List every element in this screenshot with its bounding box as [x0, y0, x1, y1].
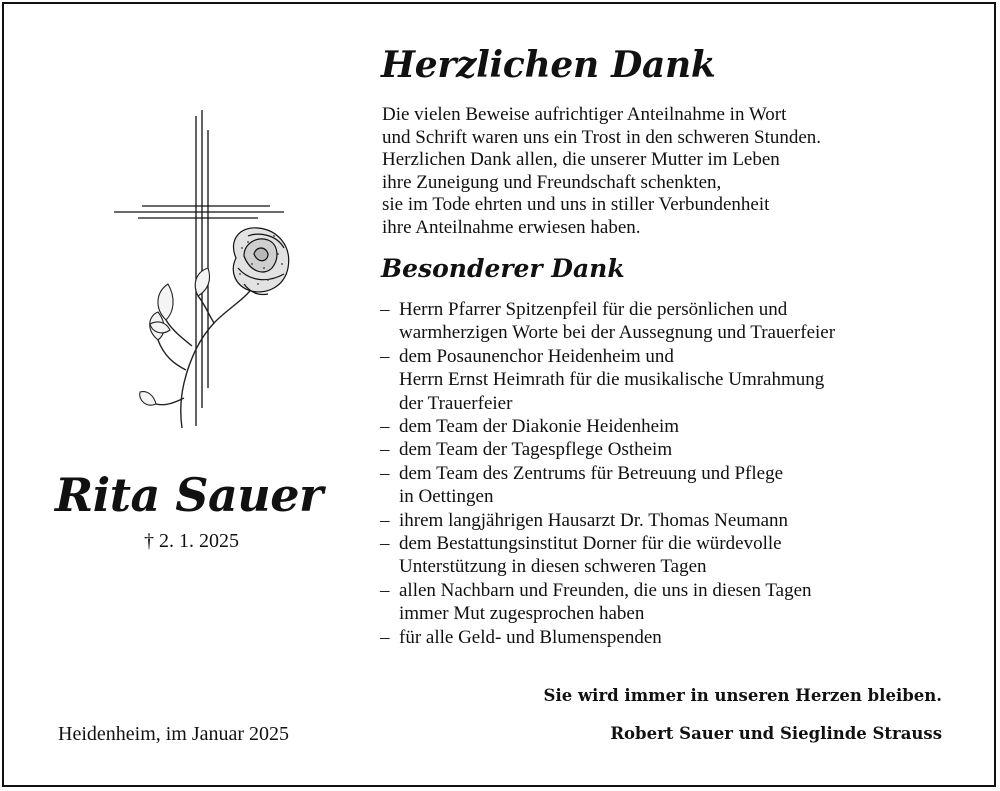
list-item [380, 298, 960, 345]
list-item-line: warmherzigen Worte bei der Aussegnung und Trauerfeier [399, 322, 836, 344]
deceased-name: Rita Sauer [55, 468, 323, 522]
special-thanks-list [380, 298, 960, 649]
cross-with-rose-icon [108, 108, 298, 438]
intro-line: und Schrift waren uns ein Trost in den schweren Stunden. [382, 126, 822, 148]
list-item-line: allen Nachbarn und Freunden, die uns in diesen Tagen [399, 579, 812, 601]
list-item [380, 438, 960, 461]
list-dash: – [380, 626, 390, 648]
list-item [380, 345, 960, 415]
list-item-line: für alle Geld- und Blumenspenden [399, 626, 662, 648]
list-dash: – [380, 579, 390, 601]
list-dash: – [380, 439, 390, 461]
list-item [380, 415, 960, 438]
list-item-line: Herrn Pfarrer Spitzenpfeil für die persönlichen und [399, 299, 788, 320]
intro-line: Die vielen Beweise aufrichtiger Anteilnahme in Wort [382, 104, 787, 125]
place-and-date: Heidenheim, im Januar 2025 [58, 723, 290, 745]
list-item-line: in Oettingen [399, 486, 494, 508]
death-date: † 2. 1. 2025 [144, 530, 239, 552]
list-dash: – [380, 345, 390, 367]
list-item [380, 532, 960, 579]
list-item-line: Unterstützung in diesen schweren Tagen [399, 556, 707, 578]
list-dash: – [380, 299, 390, 320]
intro-line: sie im Tode ehrten und uns in stiller Verbundenheit [382, 194, 770, 216]
closing-sentence: Sie wird immer in unseren Herzen bleiben. [543, 686, 942, 705]
list-item-line: dem Team der Tagespflege Ostheim [399, 439, 673, 461]
list-item-line: dem Bestattungsinstitut Dorner für die würdevolle [399, 533, 782, 555]
list-item-line: immer Mut zugesprochen haben [399, 603, 645, 625]
intro-line: Herzlichen Dank allen, die unserer Mutter im Leben [382, 149, 780, 171]
notice-title: Herzlichen Dank [381, 44, 716, 86]
list-dash: – [380, 416, 390, 438]
list-item-line: dem Team des Zentrums für Betreuung und Pflege [399, 462, 784, 484]
list-item [380, 626, 960, 649]
list-item [380, 579, 960, 626]
list-item-line: dem Posaunenchor Heidenheim und [399, 345, 674, 367]
list-item-line: der Trauerfeier [399, 392, 513, 414]
list-dash: – [380, 533, 390, 555]
list-item [380, 509, 960, 532]
list-item [380, 462, 960, 509]
intro-line: ihre Zuneigung und Freundschaft schenkten, [382, 171, 722, 193]
list-dash: – [380, 509, 390, 531]
list-item-line: Herrn Ernst Heimrath für die musikalische Umrahmung [399, 369, 825, 391]
signers: Robert Sauer und Sieglinde Strauss [610, 724, 942, 743]
list-dash: – [380, 462, 390, 484]
intro-paragraph [382, 104, 942, 240]
list-item-line: dem Team der Diakonie Heidenheim [399, 416, 680, 438]
list-item-line: ihrem langjährigen Hausarzt Dr. Thomas Neumann [399, 509, 789, 531]
special-thanks-heading: Besonderer Dank [381, 254, 625, 283]
intro-line: ihre Anteilnahme erwiesen haben. [382, 216, 641, 238]
